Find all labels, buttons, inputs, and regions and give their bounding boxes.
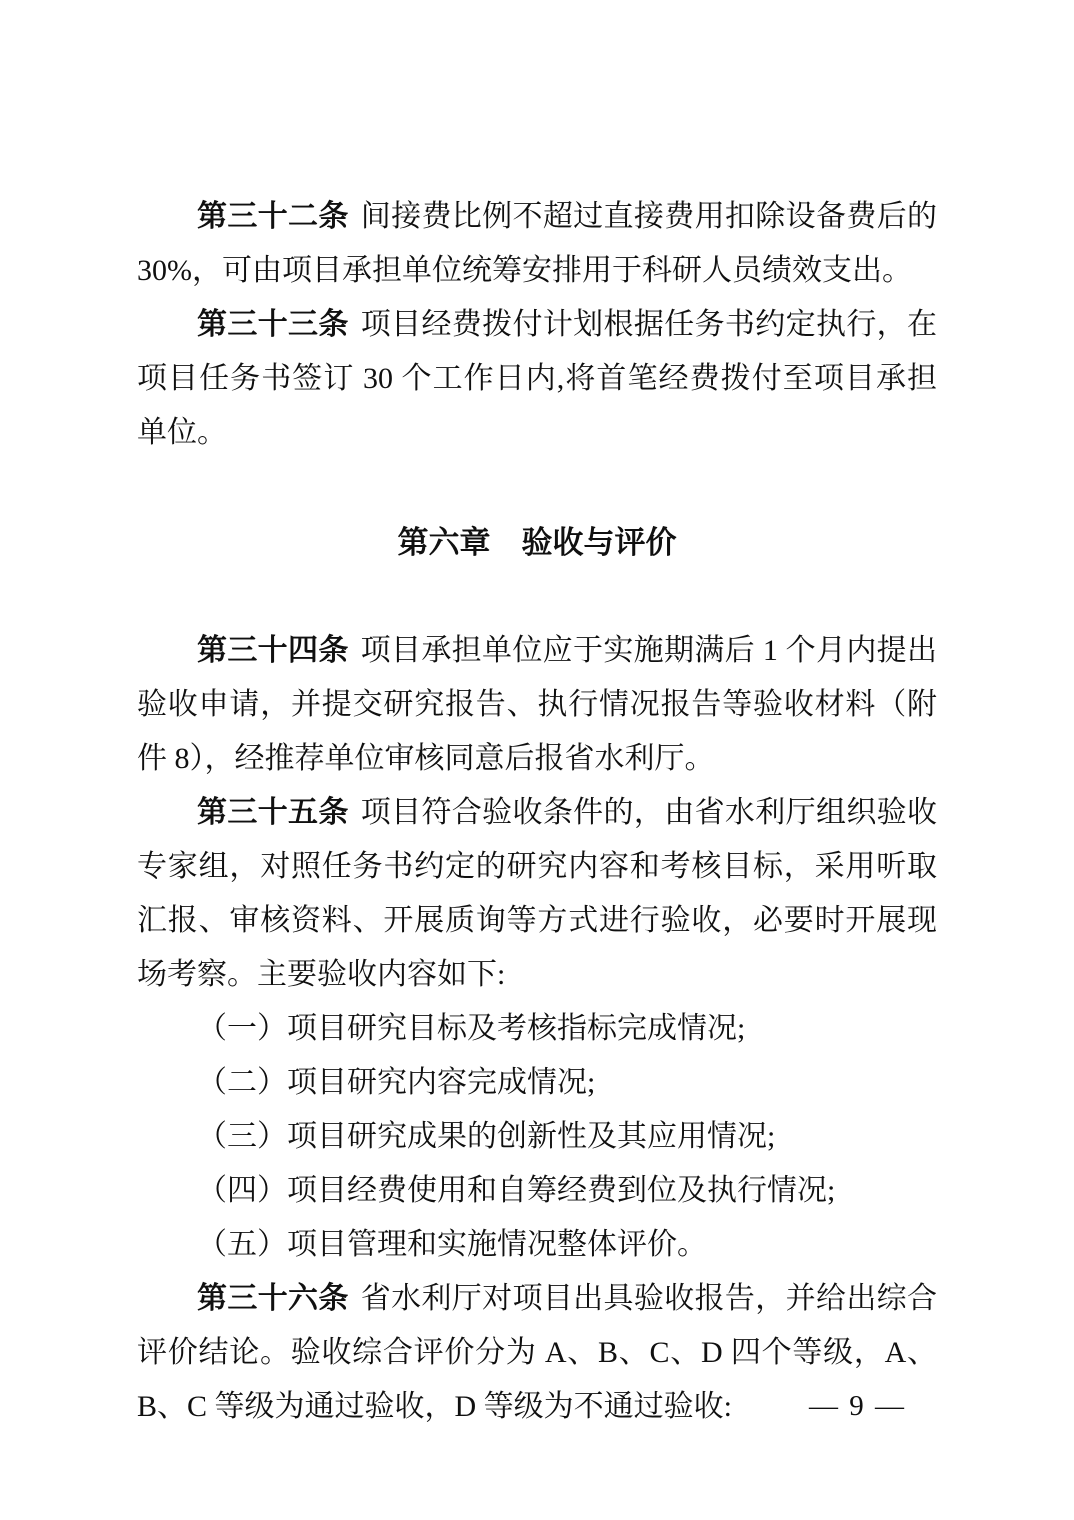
chapter-6-heading: 第六章 验收与评价 bbox=[397, 525, 677, 560]
paragraph-article-32 bbox=[137, 190, 937, 298]
article-35-text: 项目符合验收条件的，由省水利厅组织验收专家组，对照任务书约定的研究内容和考核目标，采用听取汇报、审核资料、开展质询等方式进行验收，必要时开展现场考察。主要验收内容如下: bbox=[137, 796, 938, 991]
article-33-text: 项目经费拨付计划根据任务书约定执行，在项目任务书签订 30 个工作日内,将首笔经费拨付至项目承担单位。 bbox=[137, 308, 938, 449]
page-number: — 9 — bbox=[809, 1390, 906, 1422]
article-32-label: 第三十二条 bbox=[197, 200, 349, 233]
article-36-text: 省水利厅对项目出具验收报告，并给出综合评价结论。验收综合评价分为 A、B、C、D 四个等级，A、B、C 等级为通过验收，D 等级为不通过验收: bbox=[137, 1282, 938, 1423]
acceptance-item-3: （三）项目研究成果的创新性及其应用情况; bbox=[197, 1120, 776, 1153]
article-33-label: 第三十三条 bbox=[197, 308, 349, 341]
article-32-text: 间接费比例不超过直接费用扣除设备费后的 30%，可由项目承担单位统筹安排用于科研人员绩效支出。 bbox=[137, 200, 938, 287]
acceptance-item-5: （五）项目管理和实施情况整体评价。 bbox=[197, 1228, 707, 1261]
document-body bbox=[137, 190, 937, 1434]
acceptance-item-2: （二）项目研究内容完成情况; bbox=[197, 1066, 596, 1099]
paragraph-article-33 bbox=[137, 298, 937, 460]
article-36-label: 第三十六条 bbox=[197, 1282, 349, 1315]
paragraph-article-34 bbox=[137, 624, 937, 786]
article-35-label: 第三十五条 bbox=[197, 796, 349, 829]
acceptance-item-1: （一）项目研究目标及考核指标完成情况; bbox=[197, 1012, 746, 1045]
article-34-text: 项目承担单位应于实施期满后 1 个月内提出验收申请，并提交研究报告、执行情况报告等验收材料（附件 8），经推荐单位审核同意后报省水利厅。 bbox=[137, 634, 938, 775]
article-34-label: 第三十四条 bbox=[197, 634, 349, 667]
acceptance-item-4: （四）项目经费使用和自筹经费到位及执行情况; bbox=[197, 1174, 836, 1207]
paragraph-article-35 bbox=[137, 786, 937, 1002]
